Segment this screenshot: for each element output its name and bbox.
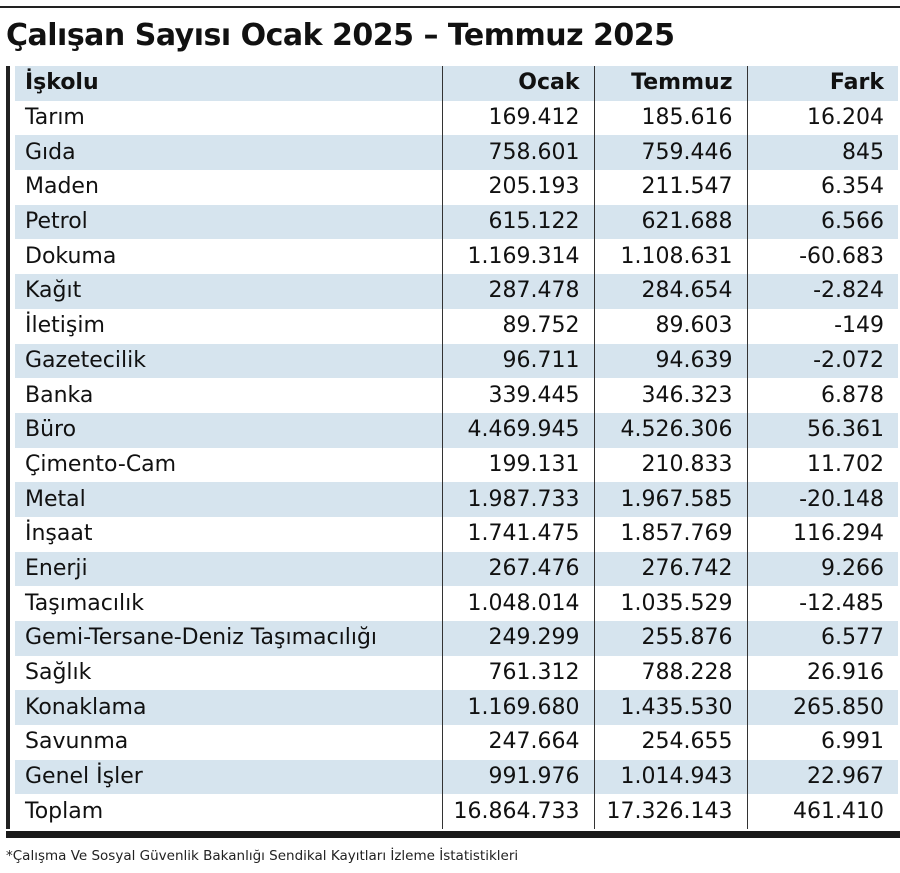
temmuz-value: 254.655 <box>594 725 747 760</box>
ocak-total: 16.864.733 <box>442 794 594 829</box>
sector-name: Sağlık <box>25 660 92 686</box>
ocak-value: 1.987.733 <box>442 482 594 517</box>
fark-value: 116.294 <box>747 517 898 552</box>
sector-name: Enerji <box>25 555 88 581</box>
temmuz-value: 788.228 <box>594 656 747 691</box>
table-row <box>15 378 898 413</box>
fark-value: 6.354 <box>747 170 898 205</box>
table-row <box>15 760 898 795</box>
sector-name: Savunma <box>25 729 129 755</box>
bottom-rule <box>6 831 900 838</box>
data-table-container <box>6 66 900 829</box>
table-row <box>15 656 898 691</box>
employment-table <box>15 66 898 829</box>
sector-name: Banka <box>25 382 94 408</box>
table-body <box>15 101 898 829</box>
temmuz-value: 1.014.943 <box>594 760 747 795</box>
sector-name: Metal <box>25 486 86 512</box>
ocak-value: 1.741.475 <box>442 517 594 552</box>
ocak-value: 758.601 <box>442 135 594 170</box>
ocak-value: 991.976 <box>442 760 594 795</box>
fark-value: 6.577 <box>747 621 898 656</box>
fark-value: 6.566 <box>747 205 898 240</box>
temmuz-value: 1.035.529 <box>594 586 747 621</box>
temmuz-value: 1.435.530 <box>594 690 747 725</box>
table-row <box>15 413 898 448</box>
sector-name: İletişim <box>25 313 105 339</box>
ocak-value: 249.299 <box>442 621 594 656</box>
sector-name: Dokuma <box>25 243 117 269</box>
temmuz-value: 276.742 <box>594 552 747 587</box>
sector-name: Petrol <box>25 209 88 235</box>
fark-value: 845 <box>747 135 898 170</box>
ocak-value: 199.131 <box>442 448 594 483</box>
fark-value: 56.361 <box>747 413 898 448</box>
temmuz-value: 4.526.306 <box>594 413 747 448</box>
temmuz-value: 1.108.631 <box>594 239 747 274</box>
fark-value: 26.916 <box>747 656 898 691</box>
ocak-value: 89.752 <box>442 309 594 344</box>
ocak-value: 96.711 <box>442 344 594 379</box>
temmuz-value: 621.688 <box>594 205 747 240</box>
sector-name: Gazetecilik <box>25 347 146 373</box>
sector-name: İnşaat <box>25 521 93 547</box>
ocak-value: 4.469.945 <box>442 413 594 448</box>
header-ocak: Ocak <box>442 66 594 101</box>
table-row <box>15 690 898 725</box>
table-row <box>15 448 898 483</box>
sector-name: Gemi-Tersane-Deniz Taşımacılığı <box>25 625 378 651</box>
temmuz-value: 1.967.585 <box>594 482 747 517</box>
table-header-row <box>15 66 898 101</box>
source-footnote: *Çalışma Ve Sosyal Güvenlik Bakanlığı Sendikal Kayıtları İzleme İstatistikleri <box>6 848 519 864</box>
sector-name: Büro <box>25 417 77 443</box>
sector-name: Tarım <box>25 105 85 131</box>
sector-name: Genel İşler <box>25 764 143 790</box>
temmuz-total: 17.326.143 <box>594 794 747 829</box>
fark-value: -12.485 <box>747 586 898 621</box>
table-row <box>15 725 898 760</box>
fark-value: -60.683 <box>747 239 898 274</box>
ocak-value: 287.478 <box>442 274 594 309</box>
sector-name: Maden <box>25 174 99 200</box>
fark-value: 9.266 <box>747 552 898 587</box>
fark-value: 6.878 <box>747 378 898 413</box>
fark-value: 22.967 <box>747 760 898 795</box>
temmuz-value: 1.857.769 <box>594 517 747 552</box>
header-fark: Fark <box>747 66 898 101</box>
temmuz-value: 94.639 <box>594 344 747 379</box>
ocak-value: 1.169.314 <box>442 239 594 274</box>
ocak-value: 169.412 <box>442 101 594 136</box>
ocak-value: 247.664 <box>442 725 594 760</box>
fark-value: -2.072 <box>747 344 898 379</box>
table-row <box>15 170 898 205</box>
ocak-value: 1.048.014 <box>442 586 594 621</box>
table-row <box>15 101 898 136</box>
temmuz-value: 284.654 <box>594 274 747 309</box>
fark-value: 265.850 <box>747 690 898 725</box>
table-row <box>15 135 898 170</box>
sector-name: Çimento-Cam <box>25 451 177 477</box>
ocak-value: 1.169.680 <box>442 690 594 725</box>
fark-value: -2.824 <box>747 274 898 309</box>
ocak-value: 615.122 <box>442 205 594 240</box>
temmuz-value: 346.323 <box>594 378 747 413</box>
temmuz-value: 89.603 <box>594 309 747 344</box>
table-row <box>15 205 898 240</box>
fark-value: 11.702 <box>747 448 898 483</box>
table-row <box>15 586 898 621</box>
temmuz-value: 211.547 <box>594 170 747 205</box>
top-rule <box>0 6 900 8</box>
temmuz-value: 759.446 <box>594 135 747 170</box>
table-row <box>15 621 898 656</box>
total-label: Toplam <box>25 798 104 824</box>
ocak-value: 267.476 <box>442 552 594 587</box>
table-row <box>15 309 898 344</box>
fark-value: -149 <box>747 309 898 344</box>
ocak-value: 339.445 <box>442 378 594 413</box>
fark-value: -20.148 <box>747 482 898 517</box>
sector-name: Gıda <box>25 139 76 165</box>
table-total-row <box>15 794 898 829</box>
ocak-value: 205.193 <box>442 170 594 205</box>
sector-name: Taşımacılık <box>25 590 144 616</box>
temmuz-value: 210.833 <box>594 448 747 483</box>
table-row <box>15 482 898 517</box>
sector-name: Kağıt <box>25 278 82 304</box>
temmuz-value: 185.616 <box>594 101 747 136</box>
page-title: Çalışan Sayısı Ocak 2025 – Temmuz 2025 <box>6 18 675 53</box>
fark-total: 461.410 <box>747 794 898 829</box>
sector-name: Konaklama <box>25 694 147 720</box>
table-row <box>15 344 898 379</box>
table-row <box>15 517 898 552</box>
table-row <box>15 552 898 587</box>
ocak-value: 761.312 <box>442 656 594 691</box>
temmuz-value: 255.876 <box>594 621 747 656</box>
header-iskolu: İşkolu <box>25 70 99 96</box>
fark-value: 6.991 <box>747 725 898 760</box>
header-temmuz: Temmuz <box>594 66 747 101</box>
fark-value: 16.204 <box>747 101 898 136</box>
table-row <box>15 239 898 274</box>
table-row <box>15 274 898 309</box>
